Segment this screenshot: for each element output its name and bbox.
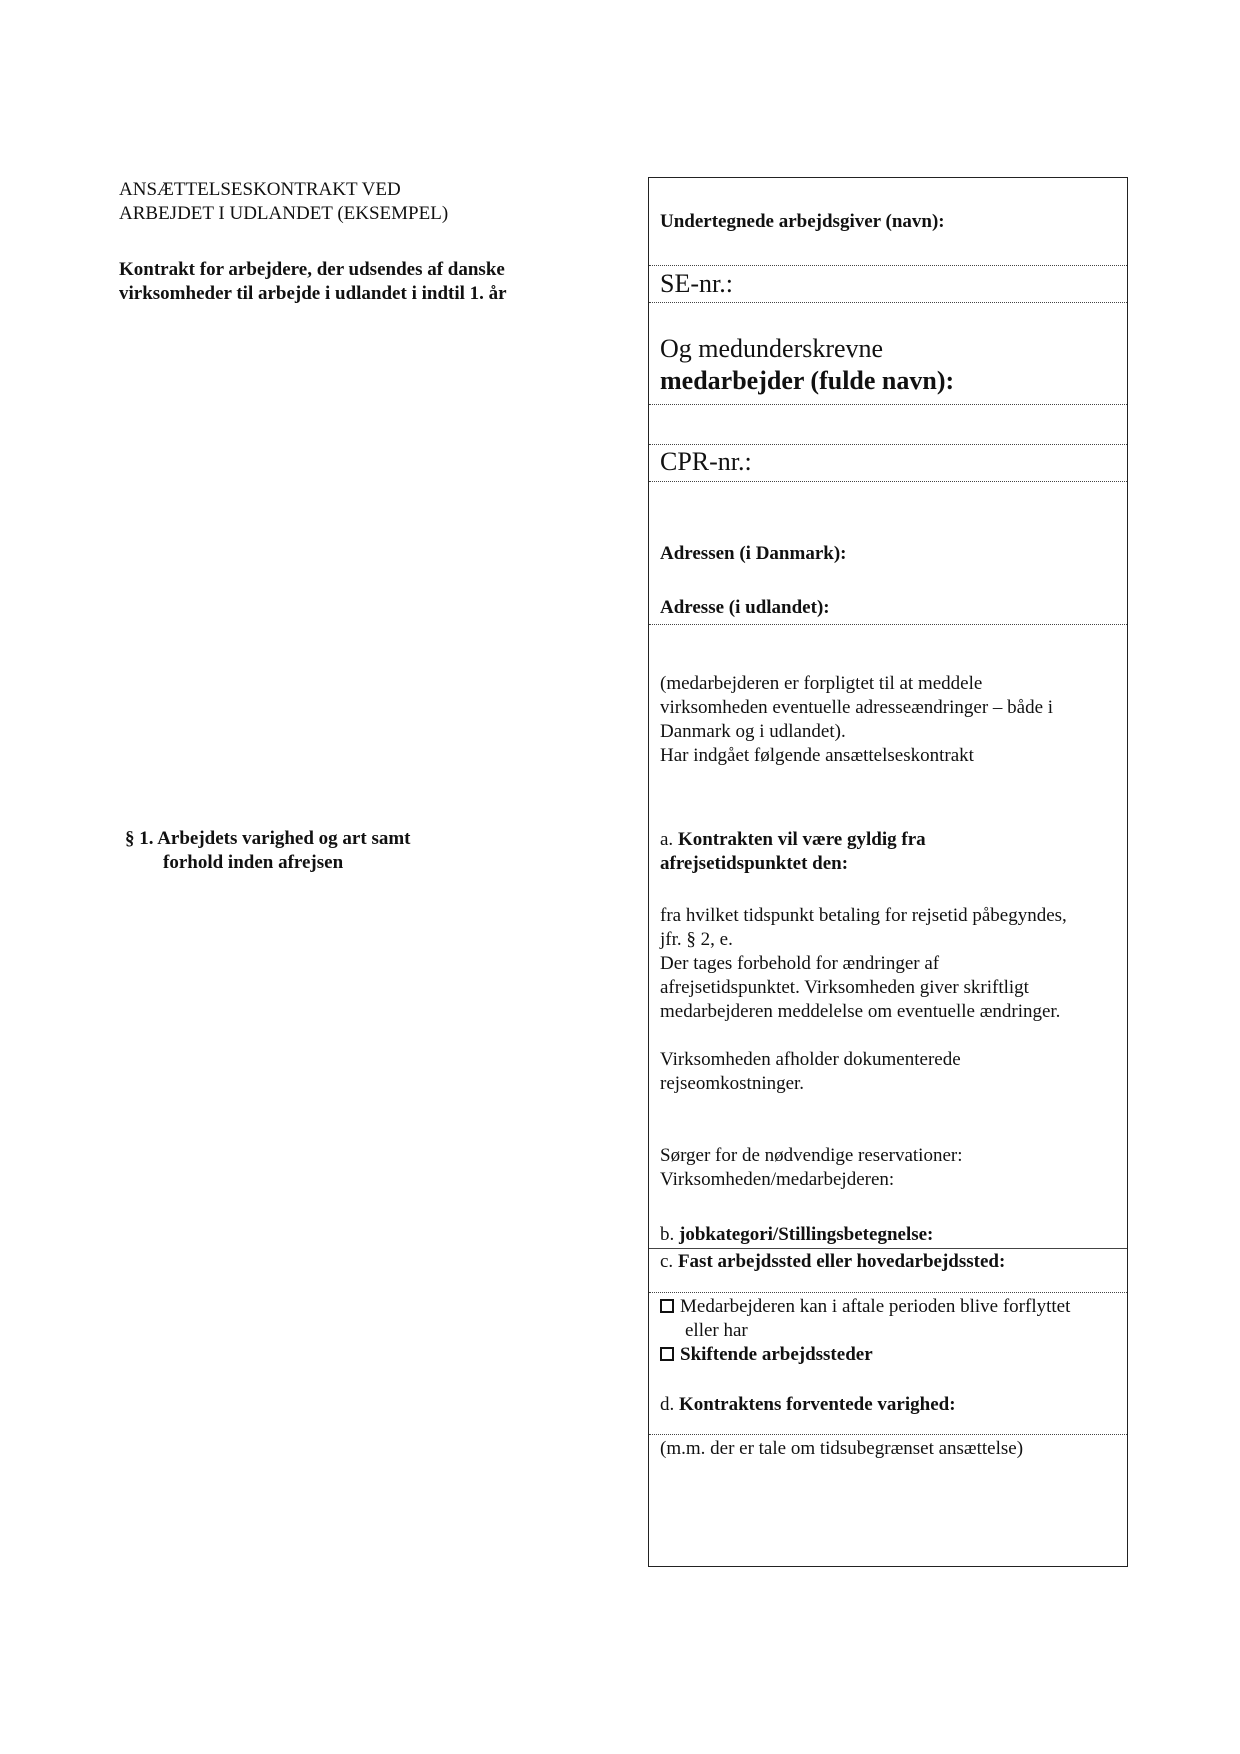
item-b-heading bbox=[660, 1223, 1117, 1247]
item-a-text-line: Der tages forbehold for ændringer af bbox=[660, 953, 940, 974]
address-note-line: virksomheden eventuelle adresseændringer – både i bbox=[660, 697, 1054, 718]
option-relocation-label: Medarbejderen kan i aftale perioden blive forflyttet bbox=[680, 1296, 1071, 1317]
option-relocation[interactable] bbox=[660, 1295, 1117, 1319]
address-note bbox=[660, 672, 1117, 768]
item-d-prefix: d. bbox=[660, 1394, 675, 1415]
item-a-label: Kontrakten vil være gyldig fra bbox=[677, 829, 926, 850]
travel-costs-line: rejseomkostninger. bbox=[660, 1073, 805, 1094]
document-title bbox=[119, 178, 639, 226]
se-number-label: SE-nr.: bbox=[660, 269, 733, 298]
item-d-heading bbox=[660, 1393, 1117, 1417]
item-b-prefix: b. bbox=[660, 1224, 675, 1245]
document-title-line: ARBEJDET I UDLANDET (EKSEMPEL) bbox=[119, 203, 449, 224]
item-a-text-line: jfr. § 2, e. bbox=[660, 929, 733, 950]
section-number: § 1. bbox=[125, 828, 154, 849]
item-c-label: Fast arbejdssted eller hovedarbejdssted: bbox=[677, 1251, 1006, 1272]
employee-name-field-line-2[interactable] bbox=[649, 444, 1127, 445]
section-heading-line: Arbejdets varighed og art samt bbox=[157, 828, 411, 849]
address-note-line: Danmark og i udlandet). bbox=[660, 721, 846, 742]
address-note-line: (medarbejderen er forpligtet til at meddele bbox=[660, 673, 983, 694]
item-a-text bbox=[660, 904, 1117, 1024]
option-changing-workplaces[interactable] bbox=[660, 1343, 1117, 1367]
cpr-number-label: CPR-nr.: bbox=[660, 447, 752, 476]
checkbox-icon[interactable] bbox=[660, 1347, 674, 1361]
address-field-line[interactable] bbox=[649, 624, 1127, 625]
checkbox-icon[interactable] bbox=[660, 1299, 674, 1313]
item-c-heading bbox=[660, 1250, 1117, 1274]
employer-label: Undertegnede arbejdsgiver (navn): bbox=[660, 211, 945, 232]
item-d-label: Kontraktens forventede varighed: bbox=[679, 1394, 956, 1415]
reservations-line: Virksomheden/medarbejderen: bbox=[660, 1169, 895, 1190]
section-heading-line: forhold inden afrejsen bbox=[163, 852, 344, 873]
document-subtitle bbox=[119, 258, 639, 306]
workplace-field-line[interactable] bbox=[649, 1292, 1127, 1293]
workplace-options bbox=[660, 1295, 1117, 1367]
address-denmark-label: Adressen (i Danmark): bbox=[660, 543, 847, 564]
option-relocation-label-line2: eller har bbox=[685, 1320, 748, 1341]
item-d-note: (m.m. der er tale om tidsubegrænset ansættelse) bbox=[660, 1438, 1024, 1459]
document-title-line: ANSÆTTELSESKONTRAKT VED bbox=[119, 179, 401, 200]
section-1-heading bbox=[125, 827, 545, 875]
co-signed-line: medarbejder (fulde navn): bbox=[660, 366, 955, 395]
item-a-heading bbox=[660, 828, 1117, 876]
cpr-number-field-line[interactable] bbox=[649, 481, 1127, 482]
employer-field-line[interactable] bbox=[649, 265, 1127, 266]
address-abroad-label: Adresse (i udlandet): bbox=[660, 597, 830, 618]
item-a-prefix: a. bbox=[660, 829, 674, 850]
option-changing-workplaces-label: Skiftende arbejdssteder bbox=[680, 1344, 873, 1365]
travel-costs-line: Virksomheden afholder dokumenterede bbox=[660, 1049, 961, 1070]
se-number-field-line[interactable] bbox=[649, 302, 1127, 303]
co-signed-label bbox=[660, 333, 1117, 397]
reservations-text bbox=[660, 1144, 1117, 1192]
item-a-text-line: medarbejderen meddelelse om eventuelle ændringer. bbox=[660, 1001, 1061, 1022]
document-subtitle-line: Kontrakt for arbejdere, der udsendes af danske bbox=[119, 259, 505, 280]
job-category-field-line[interactable] bbox=[649, 1248, 1127, 1249]
duration-field-line[interactable] bbox=[649, 1434, 1127, 1435]
item-a-text-line: fra hvilket tidspunkt betaling for rejsetid påbegyndes, bbox=[660, 905, 1067, 926]
reservations-line: Sørger for de nødvendige reservationer: bbox=[660, 1145, 963, 1166]
item-a-text-line: afrejsetidspunktet. Virksomheden giver skriftligt bbox=[660, 977, 1029, 998]
item-c-prefix: c. bbox=[660, 1251, 674, 1272]
employee-name-field-line[interactable] bbox=[649, 404, 1127, 405]
co-signed-line: Og medunderskrevne bbox=[660, 334, 884, 363]
document-subtitle-line: virksomheder til arbejde i udlandet i indtil 1. år bbox=[119, 283, 507, 304]
contract-entered-text: Har indgået følgende ansættelseskontrakt bbox=[660, 745, 974, 766]
travel-costs-text bbox=[660, 1048, 1117, 1096]
item-a-label-line2: afrejsetidspunktet den: bbox=[660, 853, 849, 874]
item-b-label: jobkategori/Stillingsbetegnelse: bbox=[679, 1224, 934, 1245]
contract-form bbox=[648, 177, 1128, 1567]
